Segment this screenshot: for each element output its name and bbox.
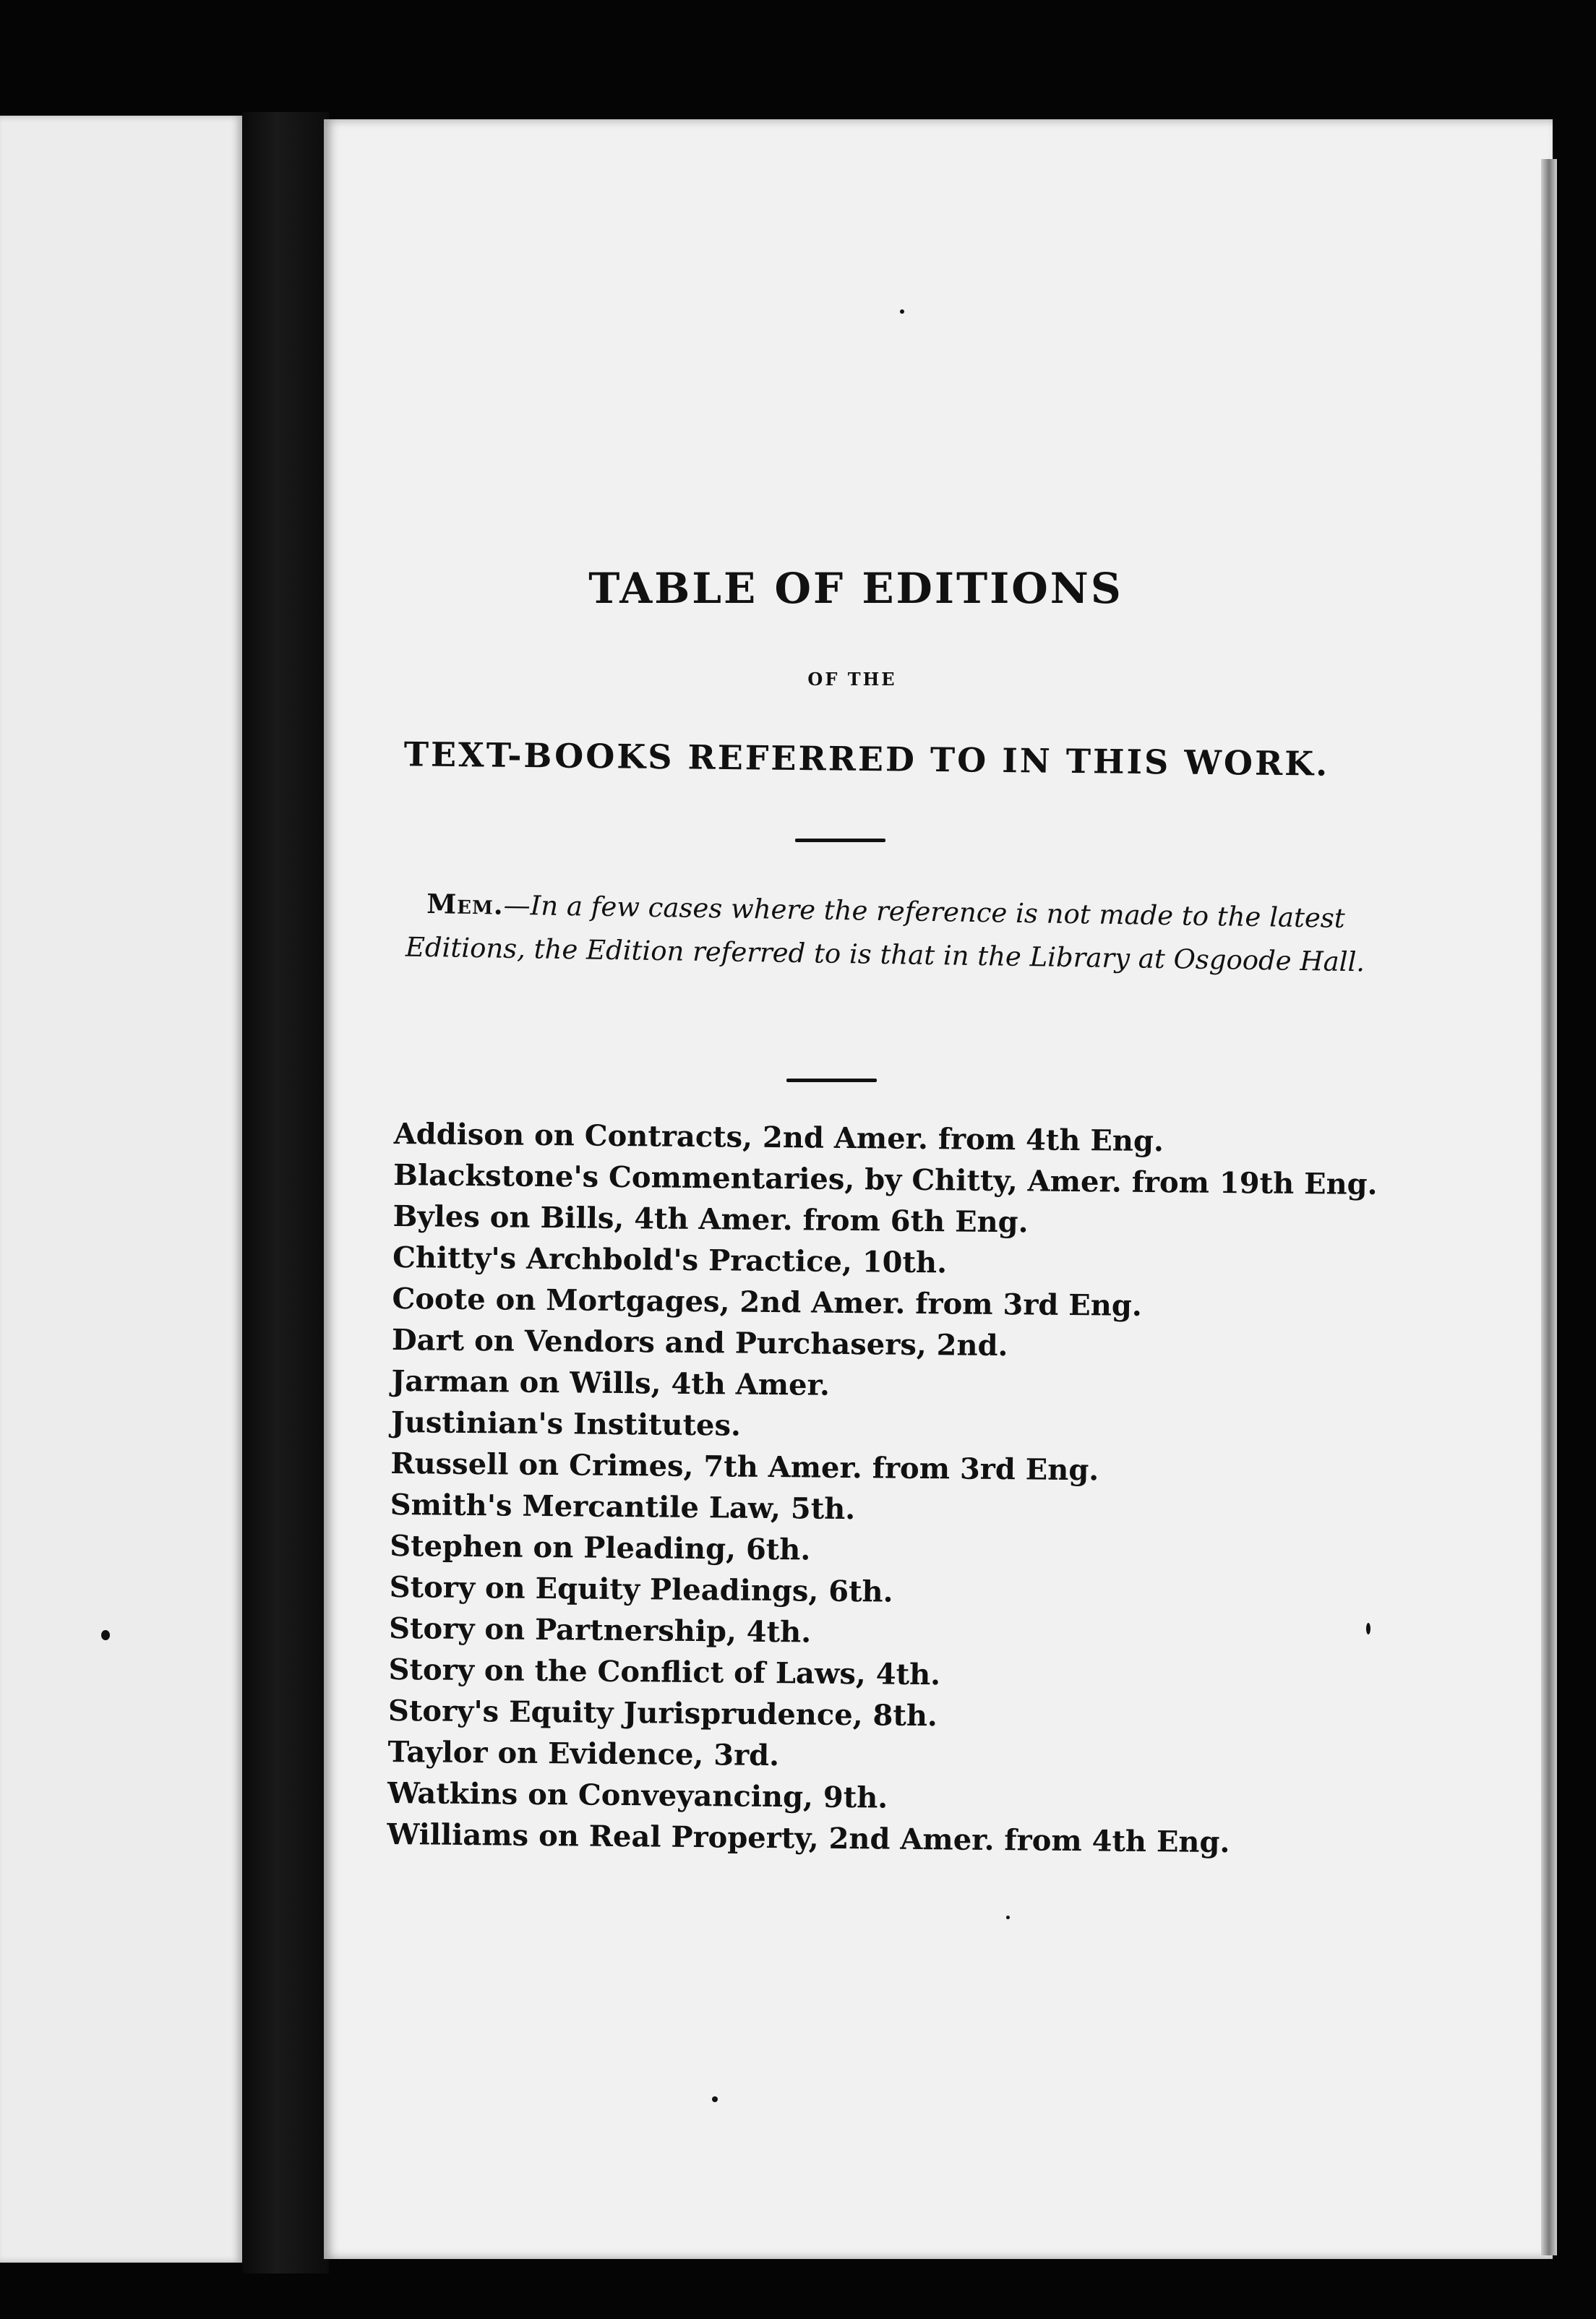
list-item: Coote on Mortgages, 2nd Amer. from 3rd Eng. bbox=[392, 1281, 1142, 1323]
memo-text: —In a few cases where the reference is not made to the latest Editions, the Edition referred to is that in the Library at Osgoode Hall. bbox=[405, 889, 1365, 978]
list-item: Addison on Contracts, 2nd Amer. from 4th Eng. bbox=[393, 1116, 1164, 1159]
list-item: Chitty's Archbold's Practice, 10th. bbox=[392, 1240, 948, 1280]
list-item: Story on the Conflict of Laws, 4th. bbox=[388, 1652, 941, 1692]
list-item: Story's Equity Jurisprudence, 8th. bbox=[387, 1693, 938, 1733]
list-item: Justinian's Institutes. bbox=[390, 1405, 742, 1443]
divider-rule bbox=[786, 1079, 877, 1082]
list-item: Story on Partnership, 4th. bbox=[388, 1611, 812, 1650]
left-page bbox=[0, 116, 242, 2263]
page-speck bbox=[900, 309, 904, 314]
memo-lead: Mem. bbox=[426, 888, 505, 921]
list-item: Story on Equity Pleadings, 6th. bbox=[389, 1569, 893, 1609]
list-item: Watkins on Conveyancing, 9th. bbox=[387, 1775, 888, 1815]
list-item: Smith's Mercantile Law, 5th. bbox=[390, 1487, 856, 1527]
book-gutter bbox=[242, 112, 329, 2273]
list-item: Russell on Crimes, 7th Amer. from 3rd Eng. bbox=[390, 1446, 1099, 1488]
divider-rule bbox=[795, 839, 885, 842]
title-connector: OF THE bbox=[807, 669, 897, 690]
list-item: Taylor on Evidence, 3rd. bbox=[387, 1734, 780, 1773]
page-speck bbox=[101, 1630, 110, 1640]
memo-note bbox=[368, 881, 1403, 985]
list-item: Williams on Real Property, 2nd Amer. from 4th Eng. bbox=[387, 1817, 1230, 1860]
page-speck bbox=[1006, 1916, 1010, 1919]
list-item: Jarman on Wills, 4th Amer. bbox=[391, 1363, 831, 1402]
list-item: Dart on Vendors and Purchasers, 2nd. bbox=[391, 1322, 1008, 1363]
document-subtitle: TEXT-BOOKS REFERRED TO IN THIS WORK. bbox=[403, 734, 1330, 784]
list-item: Blackstone's Commentaries, by Chitty, Amer. from 19th Eng. bbox=[392, 1157, 1378, 1202]
list-item: Stephen on Pleading, 6th. bbox=[390, 1528, 811, 1567]
document-title: TABLE OF EDITIONS bbox=[588, 564, 1123, 613]
editions-list bbox=[387, 1113, 1442, 1865]
list-item: Byles on Bills, 4th Amer. from 6th Eng. bbox=[392, 1199, 1029, 1240]
page-edge bbox=[1541, 159, 1557, 2255]
page-speck bbox=[712, 2096, 718, 2102]
